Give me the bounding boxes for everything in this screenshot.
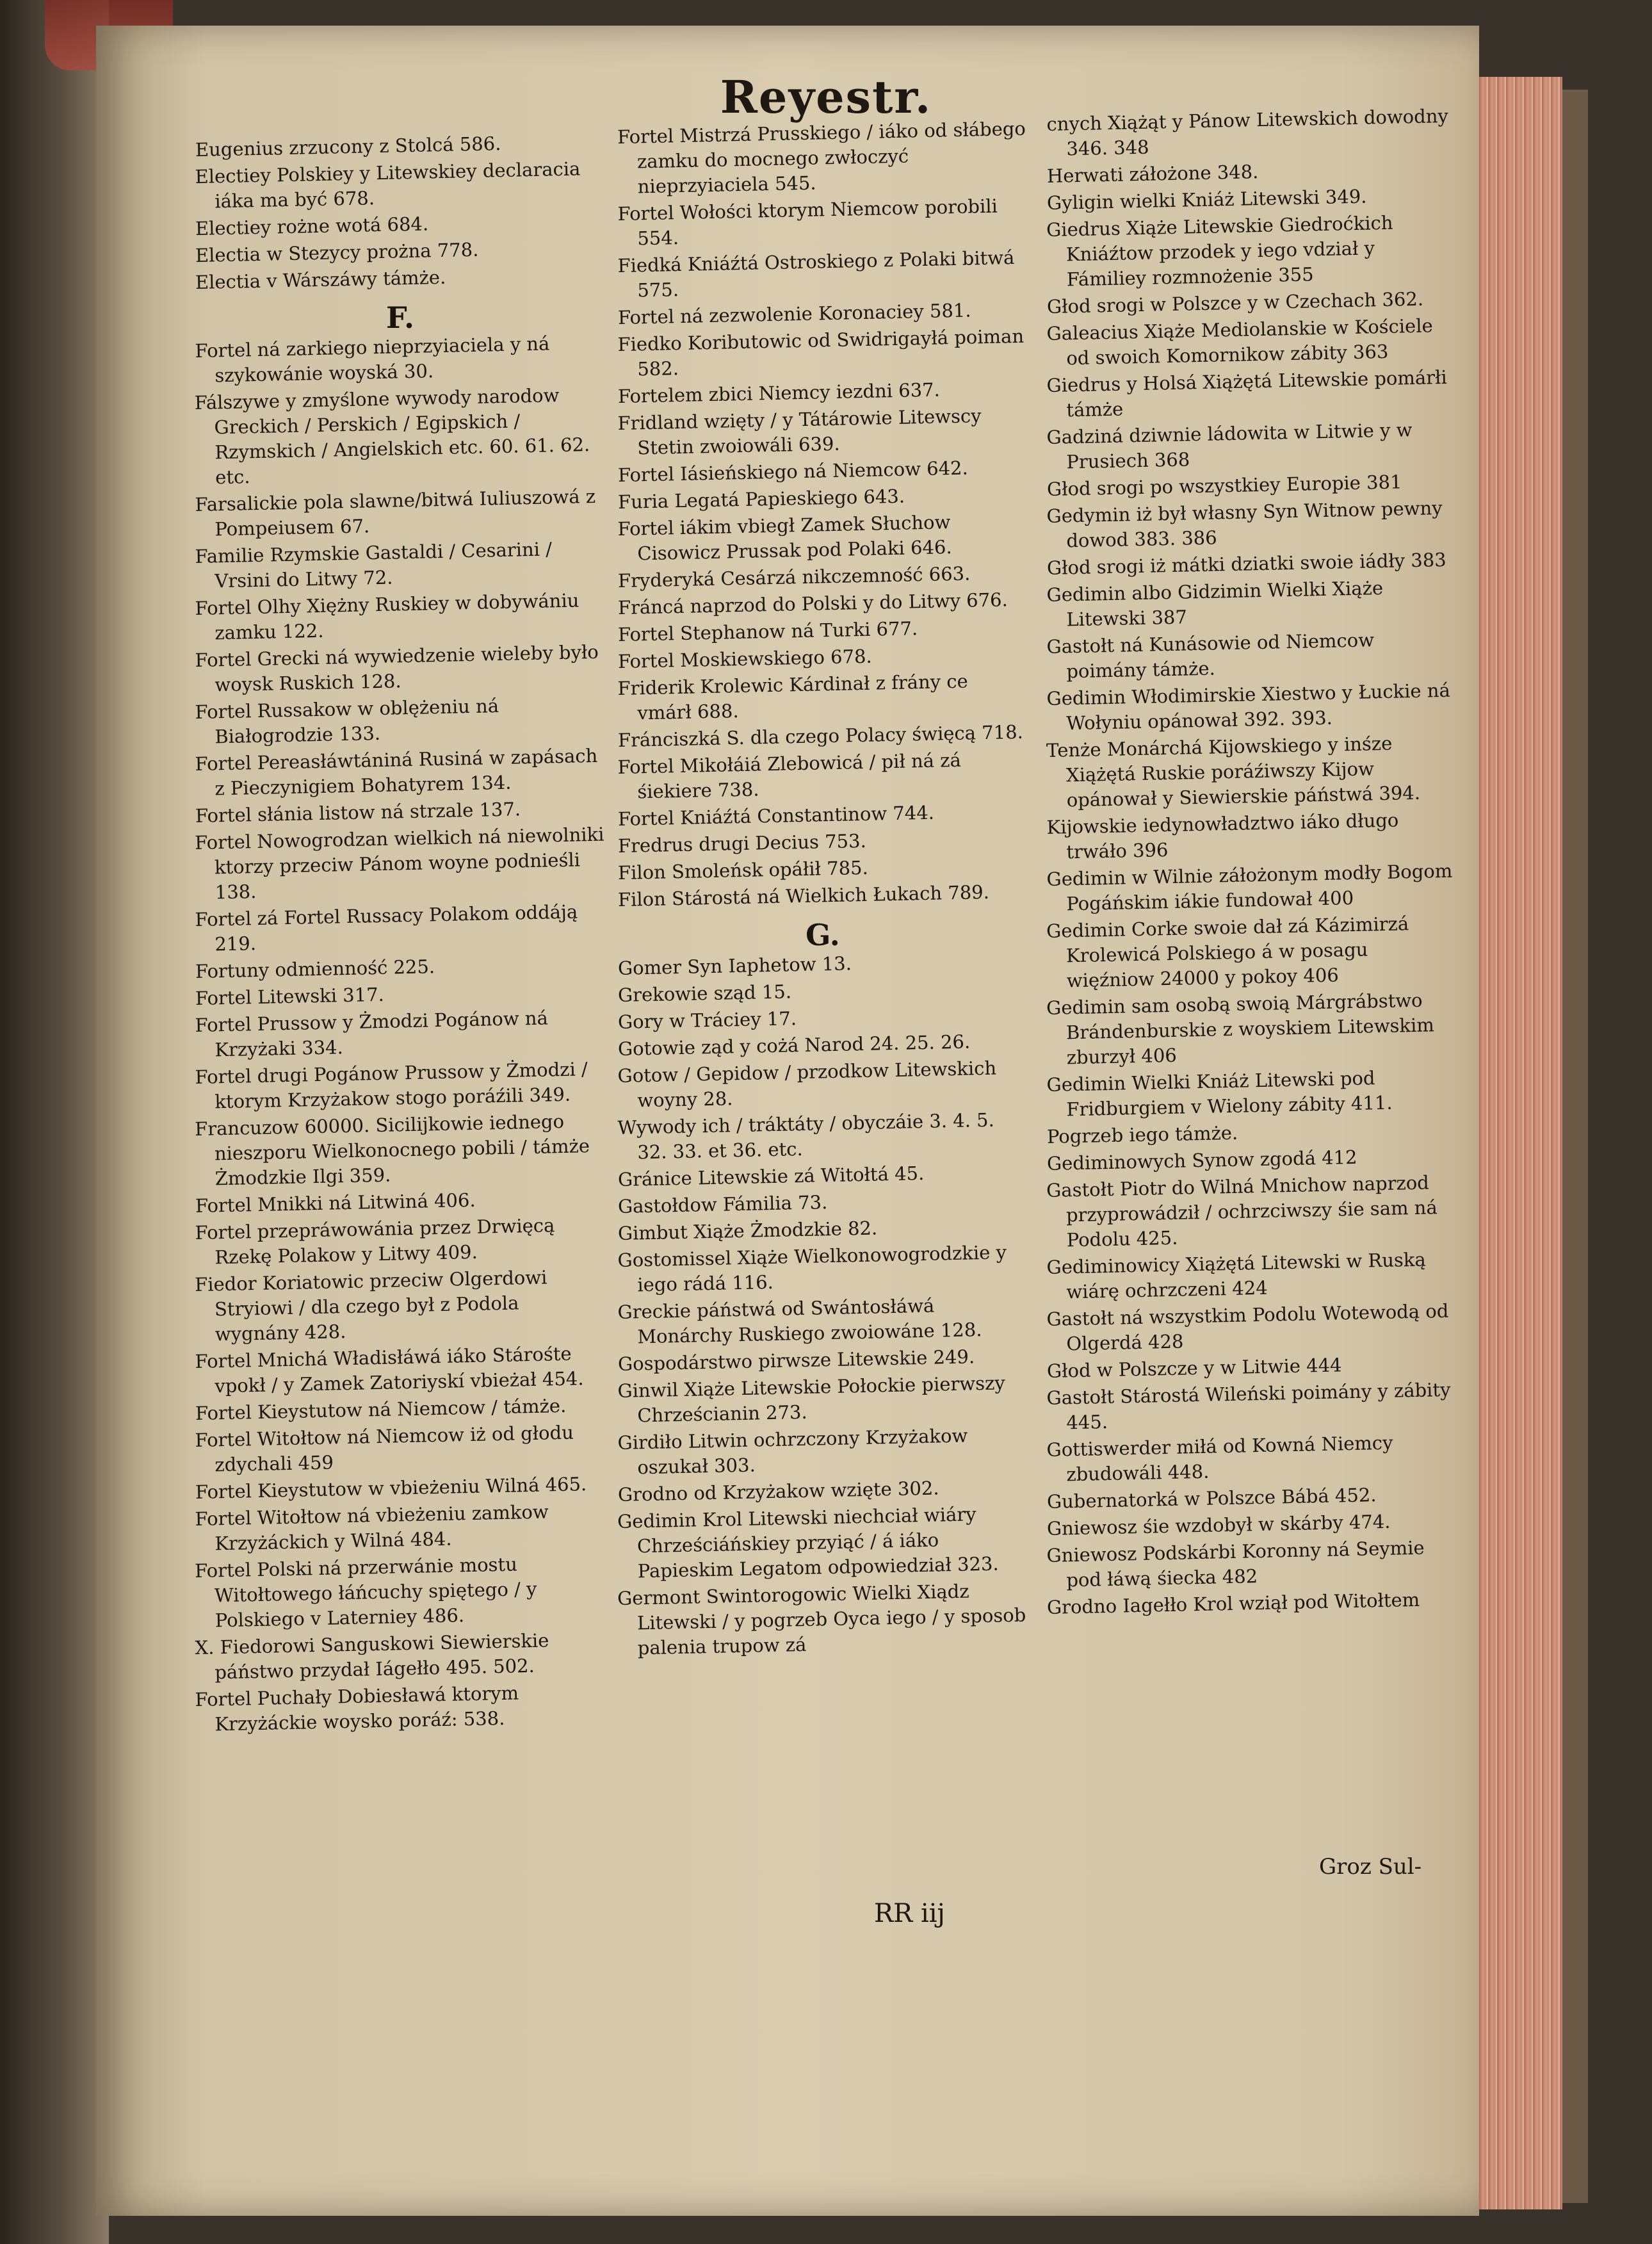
index-entry: Francuzow 60000. Sicilijkowie iednego nieszporu Wielkonocnego pobili / támże Żmodzkie Ilgi 359. [194, 1110, 590, 1190]
index-entry: Electiey rożne wotá 684. [195, 213, 429, 240]
index-entry: Fortel Witołtow ná Niemcow iż od głodu zdychali 459 [195, 1421, 574, 1476]
index-entry: Gedimin albo Gidzimin Wielki Xiąże Litewski 387 [1046, 577, 1384, 631]
index-entry: Electia v Wárszáwy támże. [195, 266, 446, 293]
index-entry: Fortel Grecki ná wywiedzenie wieleby było woysk Ruskich 128. [195, 640, 599, 696]
index-entry: Fortel Olhy Xiężny Ruskiey w dobywániu zamku 122. [195, 589, 579, 644]
index-entry: X. Fiedorowi Sanguskowi Siewierskie páństwo przydał Iágełło 495. 502. [195, 1629, 549, 1684]
index-entry: Fortel Mnikki ná Litwiná 406. [195, 1189, 476, 1217]
index-column-left [194, 133, 605, 1739]
index-entry: Farsalickie pola slawne/bitwá Iuliuszowá z Pompeiusem 67. [195, 485, 596, 541]
index-entry: Galeacius Xiąże Mediolanskie w Kościele od swoich Komornikow zábity 363 [1046, 314, 1434, 370]
index-entry: Fortel Mistrzá Prusskiego / iáko od słábego zamku do mocnego zwłoczyć nieprzyiaciela 545. [617, 117, 1026, 198]
index-entry: Fortel Moskiewskiego 678. [617, 645, 873, 672]
index-entry: Głod w Polszcze y w Litwie 444 [1046, 1354, 1342, 1382]
index-entry: Gediminowych Synow zgodá 412 [1046, 1146, 1357, 1175]
index-entry: cnych Xiążąt y Pánow Litewskich dowodny 346. 348 [1046, 104, 1449, 160]
index-entry: Fortel Puchały Dobiesławá ktorym Krzyżáckie woysko poráź: 538. [195, 1682, 519, 1736]
index-entry: Gotowie ząd y cożá Narod 24. 25. 26. [617, 1030, 971, 1060]
index-entry: Fortel drugi Pogánow Prussow y Żmodzi / ktorym Krzyżakow stogo poráźili 349. [195, 1058, 588, 1113]
index-entry: Fortel zá Fortel Russacy Polakom oddáją 219. [195, 900, 578, 955]
index-entry: Gomer Syn Iaphetow 13. [617, 952, 852, 979]
index-entry: Gotow / Gepidow / przodkow Litewskich woyny 28. [617, 1057, 997, 1112]
index-entry: Ginwil Xiąże Litewskie Połockie pierwszy Chrześcianin 273. [617, 1372, 1006, 1427]
index-entry: Fortel Russakow w oblężeniu ná Białogrodzie 133. [195, 695, 499, 748]
index-entry: Gedimin Krol Litewski niechciał wiáry Chrześciáńskiey przyiąć / á iáko Papieskim Legatom odpowiedział 323. [617, 1503, 1000, 1582]
index-entry: Fortel Nowogrodzan wielkich ná niewolniki ktorzy przeciw Pánom woyne podnieśli 138. [194, 823, 604, 904]
index-entry: Pogrzeb iego támże. [1046, 1121, 1238, 1148]
section-letter: F. [385, 300, 415, 335]
index-entry: Gránice Litewskie zá Witołtá 45. [617, 1162, 925, 1191]
index-entry: Gostomissel Xiąże Wielkonowogrodzkie y iego rádá 116. [617, 1241, 1007, 1296]
signature-mark: RR iij [874, 1899, 945, 1928]
index-entry: Fortel Mikołáiá Zlebowicá / pił ná zá śiekiere 738. [617, 749, 962, 803]
index-entry: Filon Stárostá ná Wielkich Łukach 789. [617, 881, 990, 911]
index-entry: Fiedor Koriatowic przeciw Olgerdowi Stryiowi / dla czego był z Podola wygnány 428. [194, 1266, 547, 1346]
index-entry: Gediminowicy Xiążętá Litewski w Ruską wiárę ochrzczeni 424 [1046, 1248, 1427, 1303]
index-entry: Fridland wzięty / y Tátárowie Litewscy Stetin zwoiowáli 639. [617, 405, 982, 459]
index-entry: Gimbut Xiąże Żmodzkie 82. [617, 1217, 878, 1244]
index-entry: Grodno od Krzyżakow wzięte 302. [617, 1477, 939, 1506]
index-entry: Gastołt ná Kunásowie od Niemcow poimány támże. [1046, 629, 1375, 683]
index-entry: Fortel Kieystutow ná Niemcow / támże. [195, 1394, 567, 1424]
index-entry: Fortel Mnichá Władisłáwá iáko Stárośte vpokł / y Zamek Zatoriyskí vbieżał 454. [195, 1342, 584, 1397]
index-entry: Fredrus drugi Decius 753. [617, 829, 867, 857]
index-entry: Tenże Monárchá Kijowskiego y inśze Xiążętá Ruskie poráźiwszy Kijow opánował y Siewierskie páństwá 394. [1046, 732, 1421, 811]
index-entry: Fortelem zbici Niemcy iezdni 637. [617, 378, 941, 407]
index-entry: Girdiło Litwin ochrzczony Krzyżakow oszukał 303. [617, 1424, 968, 1479]
index-entry: Głod srogi iż mátki dziatki swoie iádły 383 [1046, 548, 1447, 579]
index-entry: Fortel Iásieńskiego ná Niemcow 642. [617, 457, 969, 486]
left-page-edge [0, 0, 109, 2244]
index-entry: Fiedká Kniáźtá Ostroskiego z Polaki bitwá 575. [617, 247, 1015, 302]
index-entry: Gniewosz śie wzdobył w skárby 474. [1046, 1510, 1391, 1540]
index-entry: Grekowie sząd 15. [617, 980, 792, 1006]
page-title: Reyestr. [720, 70, 932, 124]
index-entry: Fráncá naprzod do Polski y do Litwy 676. [617, 589, 1008, 619]
index-entry: Gastołt Piotr do Wilná Mnichow naprzod przyprowádził / ochrzciwszy śie sam ná Podolu 425. [1046, 1171, 1438, 1251]
index-entry: Fortel Witołtow ná vbieżeniu zamkow Krzyżáckich y Wilná 484. [195, 1500, 549, 1555]
index-entry: Fortel przepráwowánia przez Drwięcą Rzekę Polakow y Litwy 409. [195, 1214, 555, 1269]
index-entry: Fiedko Koributowic od Swidrigayłá poiman 582. [617, 325, 1024, 380]
index-entry: Gottiswerder miłá od Kowná Niemcy zbudowáli 448. [1046, 1431, 1393, 1486]
index-entry: Electiey Polskiey y Litewskiey declaracia iáka ma być 678. [195, 158, 581, 213]
index-entry: Herwati záłożone 348. [1046, 161, 1259, 187]
index-entry: Gastołt Stárostá Wileński poimány y zábity 445. [1046, 1378, 1451, 1434]
index-entry: Gastołt ná wszystkim Podolu Wotewodą od Olgerdá 428 [1046, 1299, 1449, 1355]
index-entry: Filon Smoleńsk opáłił 785. [617, 856, 869, 884]
cover-edge [1562, 90, 1588, 2203]
index-entry: Gedimin sam osobą swoią Márgrábstwo Brándenburskie z woyskiem Litewskim zburzył 406 [1046, 989, 1435, 1069]
index-entry: Wywody ich / tráktáty / obyczáie 3. 4. 5. 32. 33. et 36. etc. [617, 1109, 995, 1164]
index-entry: Gedimin Wielki Kniáż Litewski pod Fridburgiem v Wielony zábity 411. [1046, 1067, 1393, 1121]
index-entry: Fortel ná zarkiego nieprzyiaciela y ná szykowánie woyská 30. [195, 332, 550, 387]
index-entry: Gastołdow Fámilia 73. [617, 1191, 828, 1217]
index-entry: Fortuny odmienność 225. [195, 955, 435, 982]
index-entry: Grodno Iagełło Krol wziął pod Witołtem [1046, 1588, 1420, 1618]
index-entry: Gniewosz Podskárbi Koronny ná Seymie pod łáwą śiecka 482 [1046, 1536, 1425, 1591]
section-letter: G. [806, 918, 840, 952]
index-entry: Germont Swintorogowic Wielki Xiądz Litewski / y pogrzeb Oyca iego / y sposob palenia trupow zá [617, 1580, 1026, 1659]
index-entry: Fortel Wołości ktorym Niemcow porobili 554. [617, 195, 998, 250]
index-entry: Gedimin Włodimirskie Xiestwo y Łuckie ná Wołyniu opánował 392. 393. [1046, 679, 1451, 735]
index-entry: Friderik Krolewic Kárdinał z frány ce vmárł 688. [617, 670, 969, 724]
index-entry: Fortel iákim vbiegł Zamek Słuchow Cisowicz Prussak pod Polaki 646. [617, 511, 952, 565]
index-entry: Fortel Kieystutow w vbieżeniu Wilná 465. [195, 1473, 587, 1503]
index-entry: Fortel Prussow y Żmodzi Pogánow ná Krzyżaki 334. [195, 1007, 549, 1061]
index-entry: Gory w Tráciey 17. [617, 1007, 797, 1033]
index-entry: Fryderyká Cesárzá nikczemność 663. [617, 562, 971, 592]
index-entry: Familie Rzymskie Gastaldi / Cesarini / Vrsini do Litwy 72. [195, 538, 553, 592]
index-entry: Fortel Litewski 317. [195, 983, 385, 1009]
index-entry: Gospodárstwo pirwsze Litewskie 249. [617, 1346, 975, 1375]
index-entry: Fortel Kniáźtá Constantinow 744. [617, 801, 935, 830]
index-entry: Głod srogi po wszystkiey Europie 381 [1046, 471, 1402, 500]
index-entry: Eugenius zrzucony z Stolcá 586. [195, 133, 501, 161]
index-entry: Fortel słánia listow ná strzale 137. [195, 798, 521, 827]
index-entry: Fálszywe y zmyślone wywody narodow Greckich / Perskich / Egipskich / Rzymskich / Angielskich etc. 60. 61. 62. etc. [194, 384, 590, 489]
index-entry: Głod srogi w Polszce y w Czechach 362. [1046, 288, 1424, 318]
index-entry: Electia w Stezycy prożna 778. [195, 238, 479, 266]
index-entry: Fortel Polski ná przerwánie mostu Witołtowego łáńcuchy spiętego / y Polskiego v Laterniey 486. [194, 1553, 537, 1632]
index-column-middle [617, 117, 1028, 1663]
index-entry: Furia Legatá Papieskiego 643. [617, 485, 905, 513]
page-stack-edge [1479, 77, 1562, 2209]
index-entry: Gubernatorká w Polszce Bábá 452. [1046, 1484, 1377, 1513]
index-entry: Giedrus y Holsá Xiążętá Litewskie pomárłi támże [1046, 366, 1448, 421]
index-entry: Greckie páństwá od Swántosłáwá Monárchy Ruskiego zwoiowáne 128. [617, 1294, 982, 1348]
index-entry: Giedrus Xiąże Litewskie Giedroćkich Kniáźtow przodek y iego vdział y Fámiliey rozmnożenie 355 [1046, 211, 1393, 291]
index-entry: Kijowskie iedynowładztwo iáko długo trwáło 396 [1046, 809, 1399, 863]
index-entry: Gyligin wielki Kniáż Litewski 349. [1046, 185, 1367, 214]
index-entry: Gadziná dziwnie ládowita w Litwie y w Prusiech 368 [1046, 419, 1413, 473]
index-entry: Gedymin iż był własny Syn Witnow pewny dowod 383. 386 [1046, 497, 1443, 552]
index-entry: Fortel ná zezwolenie Koronaciey 581. [617, 299, 971, 329]
index-entry: Fránciszká S. dla czego Polacy święcą 718. [617, 720, 1024, 751]
index-entry: Gedimin w Wilnie záłożonym modły Bogom Pogáńskim iákie fundował 400 [1046, 859, 1453, 915]
index-entry: Fortel Stephanow ná Turki 677. [617, 617, 918, 646]
index-column-right [1046, 104, 1460, 1622]
index-entry: Gedimin Corke swoie dał zá Kázimirzá Krolewicá Polskiego á w posagu więźniow 24000 y pokoy 406 [1046, 913, 1409, 992]
index-entry: Fortel Pereasłáwtániná Rusiná w zapásach z Pieczynigiem Bohatyrem 134. [195, 744, 598, 800]
catchword: Groz Sul- [1319, 1854, 1422, 1880]
